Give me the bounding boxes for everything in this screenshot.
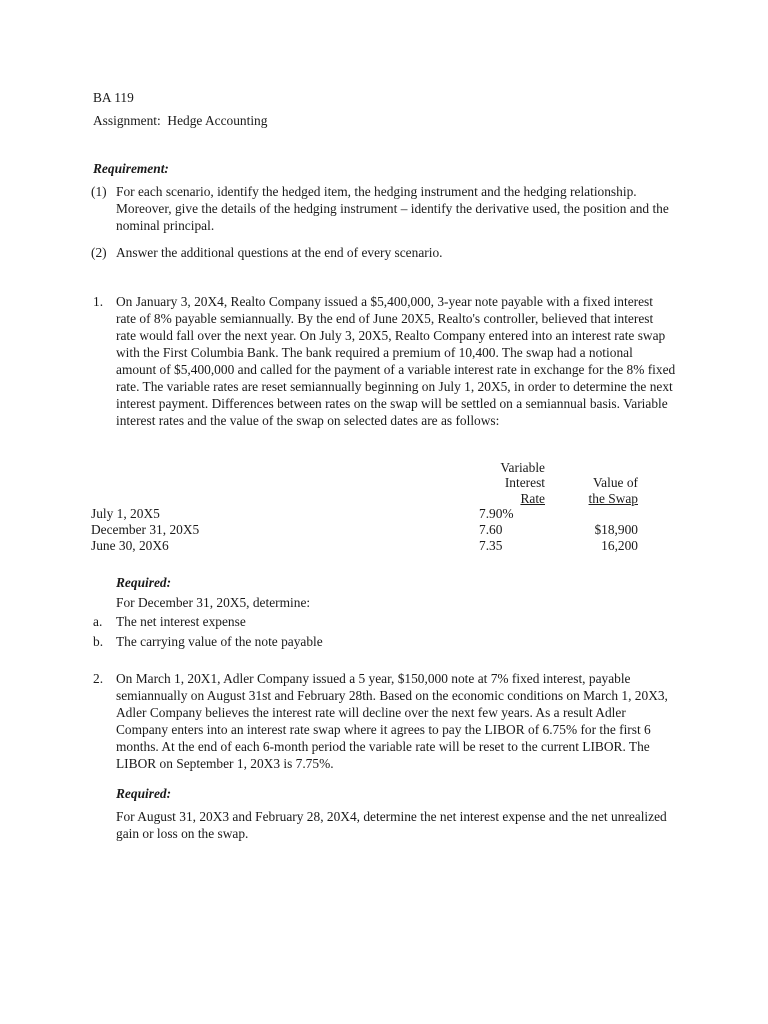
requirement-item-1-number: (1) xyxy=(91,184,107,199)
table-cell-value: $18,900 xyxy=(594,522,638,537)
table-cell-value: 16,200 xyxy=(601,538,638,553)
scenario-1-required-label: Required: xyxy=(116,575,172,590)
assignment-line xyxy=(93,112,267,129)
table-cell-rate: 7.35 xyxy=(479,538,503,553)
table-head-value-line2: the Swap xyxy=(588,491,638,506)
required-item-letter: a. xyxy=(93,614,103,629)
scenario-2-required-label: Required: xyxy=(116,786,172,801)
table-cell-date: December 31, 20X5 xyxy=(91,522,200,537)
table-head-rate-line1: Variable xyxy=(500,460,545,475)
course-code: BA 119 xyxy=(93,90,134,105)
required-item-letter: b. xyxy=(93,634,104,649)
assignment-title: Hedge Accounting xyxy=(167,113,268,128)
scenario-2-required-text: For August 31, 20X3 and February 28, 20X4, determine the net interest expense and the net unrealized gain or loss on the swap. xyxy=(116,809,667,841)
table-cell-date: June 30, 20X6 xyxy=(91,538,169,553)
required-item-text: The net interest expense xyxy=(116,614,246,629)
table-cell-date: July 1, 20X5 xyxy=(91,506,160,521)
requirement-heading: Requirement: xyxy=(93,161,169,176)
requirement-item-2-text: Answer the additional questions at the end of every scenario. xyxy=(116,245,443,260)
scenario-2-text: On March 1, 20X1, Adler Company issued a 5 year, $150,000 note at 7% fixed interest, payable semiannually on August 31st and February 28th. Based on the economic conditions on March 1, 20X3, Adler Company believes the interest rate will decline over the next few years. As a result Adler Company enters into an interest rate swap where it agrees to pay the LIBOR of 6.75% for the first 6 months. At the end of each 6-month period the variable rate will be reset to the current LIBOR. The LIBOR on September 1, 20X3 is 7.75%. xyxy=(116,671,668,771)
table-head-rate-line3: Rate xyxy=(520,491,545,506)
table-head-value-line1: Value of xyxy=(593,475,638,490)
scenario-1-required-intro: For December 31, 20X5, determine: xyxy=(116,595,311,610)
scenario-1-text: On January 3, 20X4, Realto Company issued a $5,400,000, 3-year note payable with a fixed interest rate of 8% payable semiannually. By the end of June 20X5, Realto's controller, believed that interest rate would fall over the next year. On July 3, 20X5, Realto Company entered into an interest rate swap with the First Columbia Bank. The bank required a premium of 10,400. The swap had a notional amount of $5,400,000 and called for the payment of a variable interest rate in exchange for the 8% fixed rate. The variable rates are reset semiannually beginning on July 1, 20X5, in order to determine the next interest payment. Differences between rates on the swap will be settled on a semiannual basis. Variable interest rates and the value of the swap on selected dates are as follows: xyxy=(116,294,676,428)
table-head-rate-line2: Interest xyxy=(504,475,545,490)
table-cell-rate: 7.90% xyxy=(479,506,514,521)
requirement-item-2-number: (2) xyxy=(91,245,107,260)
scenario-2-number: 2. xyxy=(93,671,104,686)
table-cell-rate: 7.60 xyxy=(479,522,503,537)
requirement-item-1-text: For each scenario, identify the hedged item, the hedging instrument and the hedging relationship. Moreover, give the details of the hedging instrument – identify the derivative used, the position and the nominal principal. xyxy=(116,184,669,233)
required-item-text: The carrying value of the note payable xyxy=(116,634,323,649)
scenario-1-number: 1. xyxy=(93,294,104,309)
assignment-label: Assignment: xyxy=(93,113,161,128)
